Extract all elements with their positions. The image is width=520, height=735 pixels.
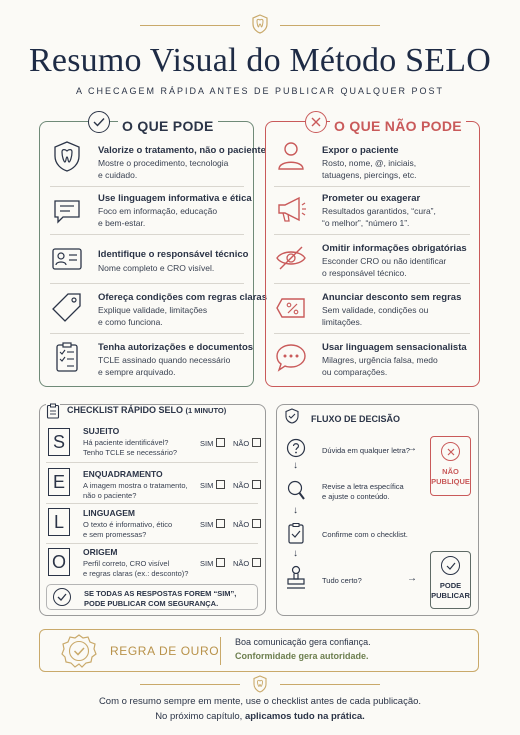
- id-card-icon: [50, 242, 84, 276]
- sim-label: SIM: [200, 559, 214, 568]
- divider: [274, 234, 470, 235]
- checklist-footer-line2: PODE PUBLICAR COM SEGURANÇA.: [84, 599, 219, 608]
- sim-checkbox[interactable]: [200, 438, 225, 448]
- checklist-row-desc: não o paciente?: [83, 491, 137, 500]
- eye-slash-icon: [274, 241, 308, 275]
- nao-label: NÃO: [233, 559, 250, 568]
- nao-pode-item-desc: tatuagens, piercings, etc.: [322, 170, 417, 180]
- divider: [274, 186, 470, 187]
- nao-pode-item-desc: Resultados garantidos, “cura”,: [322, 206, 436, 216]
- fluxo-step-text: e ajuste o conteúdo.: [322, 492, 390, 501]
- divider: [50, 283, 244, 284]
- checklist-row-desc: Há paciente identificável?: [83, 438, 169, 447]
- nao-pode-item-title: Anunciar desconto sem regras: [322, 292, 462, 303]
- question-circle-icon: [286, 438, 306, 458]
- nao-checkbox[interactable]: [233, 438, 261, 448]
- divider: [50, 186, 244, 187]
- checklist-letter: E: [48, 468, 70, 496]
- page-title: Resumo Visual do Método SELO: [29, 42, 491, 79]
- check-circle-icon: [53, 588, 71, 606]
- page-subtitle: A CHECAGEM RÁPIDA ANTES DE PUBLICAR QUALQUER POST: [75, 86, 445, 96]
- regra-line2: Conformidade gera autoridade.: [235, 651, 369, 661]
- seal-check-icon: [61, 633, 97, 669]
- megaphone-icon: [274, 192, 308, 226]
- nao-pode-item-title: Omitir informações obrigatórias: [322, 243, 467, 254]
- sim-checkbox[interactable]: [200, 558, 225, 568]
- footer-line1: Com o resumo sempre em mente, use o checklist antes de cada publicação.: [98, 696, 422, 707]
- nao-pode-item-desc: ou comparações.: [322, 367, 388, 377]
- speech-bubble-icon: [274, 340, 308, 374]
- sim-checkbox[interactable]: [200, 480, 225, 490]
- arrow-down-icon: ↓: [293, 548, 298, 559]
- divider: [46, 503, 258, 504]
- fluxo-heading: FLUXO DE DECISÃO: [311, 414, 401, 424]
- top-rule-right: [280, 25, 380, 26]
- divider: [274, 283, 470, 284]
- bottom-rule-right: [280, 684, 380, 685]
- percent-tag-icon: [274, 291, 308, 325]
- checklist-letter: L: [48, 508, 70, 536]
- nao-pode-item-desc: Rosto, nome, @, iniciais,: [322, 158, 417, 168]
- nao-pode-item-desc: o responsável técnico.: [322, 268, 407, 278]
- checklist-row-title: ORIGEM: [83, 547, 118, 557]
- arrow-down-icon: ↓: [293, 460, 298, 471]
- pode-item-desc: TCLE assinado quando necessário: [98, 355, 231, 365]
- clipboard-icon: [287, 522, 305, 544]
- fluxo-step-text: Tudo certo?: [322, 576, 362, 585]
- magnifier-icon: [286, 480, 306, 502]
- fluxo-step-text: Confirme com o checklist.: [322, 530, 408, 539]
- pode-item-desc: Nome completo e CRO visível.: [98, 263, 215, 273]
- nao-pode-item-desc: Esconder CRO ou não identificar: [322, 256, 447, 266]
- pode-item-title: Tenha autorizações e documentos: [98, 342, 254, 353]
- pode-item-title: Valorize o tratamento, não o paciente: [98, 145, 266, 156]
- pode-publicar-line2: PUBLICAR: [431, 591, 470, 600]
- stamp-icon: [285, 565, 307, 593]
- pode-item-desc: Mostre o procedimento, tecnologia: [98, 158, 229, 168]
- pode-item-title: Use linguagem informativa e ética: [98, 193, 252, 204]
- price-tag-icon: [50, 290, 84, 324]
- arrow-right-icon: →: [407, 573, 417, 584]
- nao-publique-line2: PUBLIQUE: [431, 477, 470, 486]
- checklist-row-desc: A imagem mostra o tratamento,: [83, 481, 188, 490]
- nao-checkbox[interactable]: [233, 558, 261, 568]
- nao-label: NÃO: [233, 439, 250, 448]
- divider: [50, 333, 244, 334]
- arrow-right-icon: →: [407, 443, 417, 454]
- nao-pode-item-title: Prometer ou exagerar: [322, 193, 421, 204]
- checklist-row-title: SUJEITO: [83, 426, 120, 436]
- nao-pode-item-desc: limitações.: [322, 317, 363, 327]
- check-circle-icon: [441, 556, 460, 575]
- nao-pode-item-desc: Sem validade, condições ou: [322, 305, 429, 315]
- nao-checkbox[interactable]: [233, 519, 261, 529]
- checklist-footer-line1: SE TODAS AS RESPOSTAS FOREM “SIM”,: [84, 589, 237, 598]
- pode-item-desc: e cuidado.: [98, 170, 138, 180]
- nao-pode-item-title: Usar linguagem sensacionalista: [322, 342, 467, 353]
- footer-line2-bold: aplicamos tudo na prática.: [244, 711, 365, 722]
- checklist-row-title: LINGUAGEM: [83, 508, 135, 518]
- regra-label: REGRA DE OURO: [110, 644, 220, 658]
- nao-checkbox[interactable]: [233, 480, 261, 490]
- footer-line2: [0, 711, 520, 722]
- tooth-shield-ornament-icon: [251, 14, 269, 34]
- nao-label: NÃO: [233, 520, 250, 529]
- top-rule-left: [140, 25, 240, 26]
- x-circle-icon: [305, 111, 327, 133]
- regra-divider: [220, 637, 221, 665]
- divider: [46, 543, 258, 544]
- fluxo-step-text: Dúvida em qualquer letra?: [322, 446, 410, 455]
- checklist-letter: S: [48, 428, 70, 456]
- sim-label: SIM: [200, 520, 214, 529]
- pode-item-desc: e como funciona.: [98, 317, 163, 327]
- divider: [274, 333, 470, 334]
- sim-checkbox[interactable]: [200, 519, 225, 529]
- bottom-rule-left: [140, 684, 240, 685]
- checklist-heading-suffix: (1 MINUTO): [185, 406, 227, 415]
- checklist-row-desc: O texto é informativo, ético: [83, 520, 173, 529]
- checklist-row-desc: Perfil correto, CRO visível: [83, 559, 170, 568]
- checklist-heading-text: CHECKLIST RÁPIDO SELO: [67, 405, 184, 415]
- footer-line2-pre: No próximo capítulo,: [155, 711, 243, 722]
- shield-check-icon: [285, 408, 299, 424]
- tooth-shield-ornament-icon: [252, 675, 268, 693]
- arrow-down-icon: ↓: [293, 505, 298, 516]
- checklist-row-title: ENQUADRAMENTO: [83, 469, 163, 479]
- sim-label: SIM: [200, 481, 214, 490]
- pode-heading: O QUE PODE: [118, 118, 218, 134]
- pode-publicar-line1: PODE: [439, 581, 462, 590]
- pode-item-desc: Foco em informação, educação: [98, 206, 218, 216]
- clipboard-icon: [46, 403, 60, 419]
- pode-item-desc: e bem-estar.: [98, 218, 146, 228]
- pode-item-title: Identifique o responsável técnico: [98, 249, 249, 260]
- pode-item-desc: e sempre arquivado.: [98, 367, 176, 377]
- checklist-row-desc: Tenho TCLE se necessário?: [83, 448, 178, 457]
- pode-item-title: Ofereça condições com regras claras: [98, 292, 267, 303]
- nao-pode-item-desc: “o melhor”, “número 1”.: [322, 218, 410, 228]
- fluxo-step-text: Revise a letra específica: [322, 482, 404, 491]
- nao-pode-heading: O QUE NÃO PODE: [330, 118, 466, 134]
- check-circle-icon: [88, 111, 110, 133]
- nao-label: NÃO: [233, 481, 250, 490]
- tooth-shield-icon: [50, 139, 84, 173]
- nao-pode-item-title: Expor o paciente: [322, 145, 399, 156]
- chat-lines-icon: [50, 193, 84, 227]
- nao-publique-line1: NÃO: [442, 467, 459, 476]
- checklist-row-desc: e regras claras (ex.: desconto)?: [83, 569, 189, 578]
- clipboard-checklist-icon: [50, 340, 84, 374]
- nao-pode-item-desc: Milagres, urgência falsa, medo: [322, 355, 438, 365]
- regra-line1: Boa comunicação gera confiança.: [235, 637, 371, 647]
- checklist-heading: [64, 405, 229, 415]
- checklist-letter: O: [48, 548, 70, 576]
- pode-item-desc: Explique validade, limitações: [98, 305, 208, 315]
- checklist-row-desc: e sem promessas?: [83, 530, 147, 539]
- person-icon: [274, 138, 308, 172]
- sim-label: SIM: [200, 439, 214, 448]
- divider: [46, 462, 258, 463]
- x-circle-icon: [441, 442, 460, 461]
- divider: [50, 234, 244, 235]
